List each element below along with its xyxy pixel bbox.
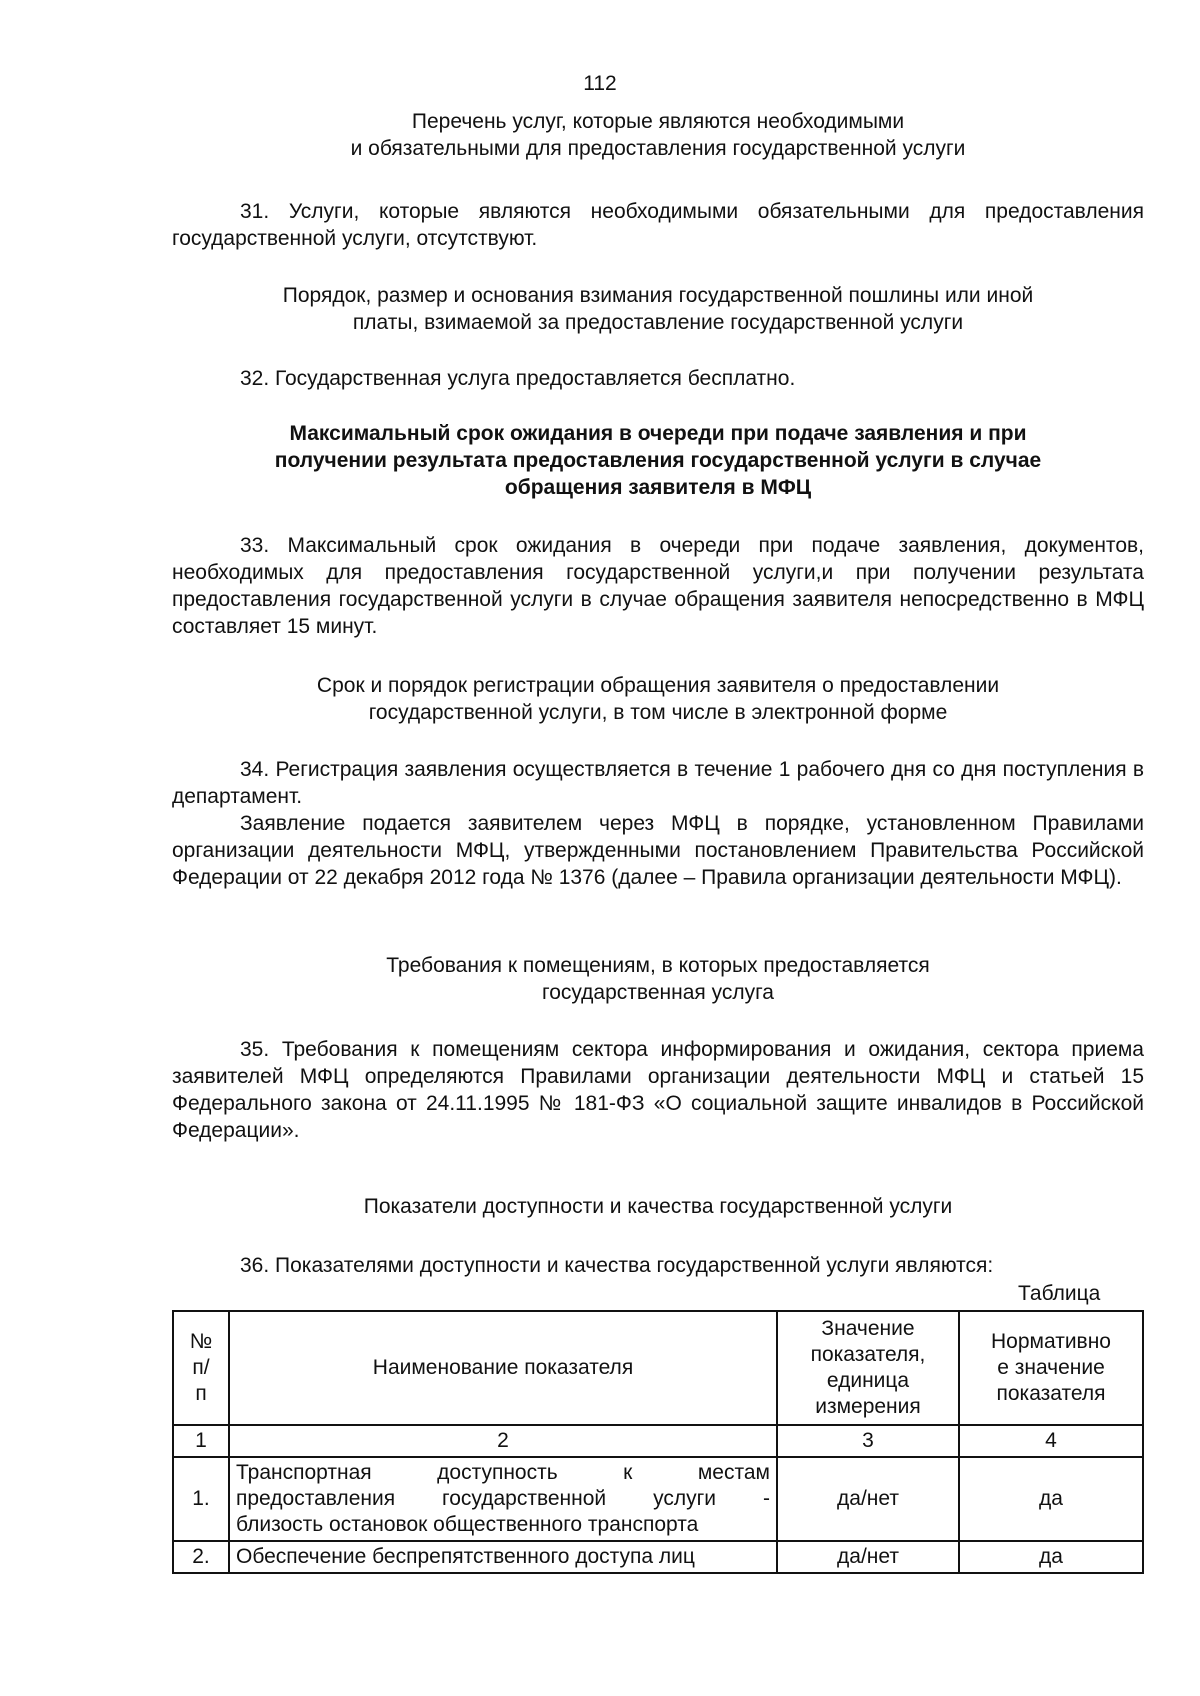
header-line: п [195, 1382, 207, 1405]
table-numbering-row [173, 1425, 1143, 1457]
heading-line: государственная услуга [542, 981, 774, 1004]
paragraph-32: 32. Государственная услуга предоставляется бесплатно. [240, 367, 796, 390]
header-cell-value [777, 1311, 959, 1425]
header-line: Значение [821, 1317, 915, 1340]
row-name-line: предоставления государственной услуги - [236, 1487, 770, 1510]
paragraph-34b: Заявление подается заявителем через МФЦ в порядке, установленном Правилами организации деятельности МФЦ, утвержденными постановлением Правительства Российской Федерации от 22 декабря 2012 года № 1376 (далее – Правила организации деятельности МФЦ). [172, 812, 1144, 889]
heading-line: Перечень услуг, которые являются необходимыми [411, 110, 905, 133]
table-row [173, 1541, 1143, 1573]
page-number: 112 [583, 72, 617, 95]
indicators-table [172, 1310, 1144, 1574]
row-value: да/нет [777, 1457, 959, 1541]
table-row [173, 1457, 1143, 1541]
heading-line: платы, взимаемой за предоставление государственной услуги [352, 311, 964, 334]
numbering-cell: 4 [959, 1425, 1143, 1457]
header-line: измерения [815, 1395, 921, 1418]
section-heading-queue [172, 420, 1144, 501]
header-cell-norm [959, 1311, 1143, 1425]
section-heading-registration [172, 672, 1144, 726]
heading-line: Требования к помещениям, в которых предоставляется [386, 954, 930, 977]
header-line: показателя, [810, 1343, 926, 1366]
row-norm: да [959, 1457, 1143, 1541]
heading-line: государственной услуги, в том числе в электронной форме [368, 701, 948, 724]
section-heading-fee [172, 282, 1144, 336]
numbering-cell: 3 [777, 1425, 959, 1457]
row-number: 2. [173, 1541, 229, 1573]
table-header-row [173, 1311, 1143, 1425]
header-line: показателя [996, 1382, 1106, 1405]
header-line: Нормативно [991, 1330, 1111, 1353]
row-name [229, 1457, 777, 1541]
row-value: да/нет [777, 1541, 959, 1573]
row-number: 1. [173, 1457, 229, 1541]
row-norm: да [959, 1541, 1143, 1573]
heading-line: получении результата предоставления государственной услуги в случае [274, 449, 1042, 472]
section-heading-necessary-services [172, 108, 1144, 162]
heading-line: Порядок, размер и основания взимания государственной пошлины или иной [282, 284, 1034, 307]
header-cell-name: Наименование показателя [229, 1311, 777, 1425]
paragraph-36: 36. Показателями доступности и качества государственной услуги являются: [240, 1254, 994, 1277]
header-line: е значение [997, 1356, 1105, 1379]
heading-line: обращения заявителя в МФЦ [504, 476, 812, 499]
header-line: п/ [192, 1356, 210, 1379]
header-line: № [189, 1330, 213, 1353]
heading-line: Срок и порядок регистрации обращения заявителя о предоставлении [316, 674, 1000, 697]
row-name-line: Транспортная доступность к местам [236, 1461, 770, 1484]
row-name [229, 1541, 777, 1573]
numbering-cell: 1 [173, 1425, 229, 1457]
paragraph-34a: 34. Регистрация заявления осуществляется в течение 1 рабочего дня со дня поступления в департамент. [172, 758, 1144, 808]
section-heading-indicators: Показатели доступности и качества государственной услуги [363, 1195, 953, 1218]
header-cell-num [173, 1311, 229, 1425]
heading-line: и обязательными для предоставления государственной услуги [350, 137, 966, 160]
paragraph-35: 35. Требования к помещениям сектора информирования и ожидания, сектора приема заявителей МФЦ определяются Правилами организации деятельности МФЦ и статьей 15 Федерального закона от 24.11.1995 № 181-ФЗ «О социальной защите инвалидов в Российской Федерации». [172, 1038, 1144, 1142]
paragraph-31: 31. Услуги, которые являются необходимыми обязательными для предоставления государственной услуги, отсутствуют. [172, 200, 1144, 250]
section-heading-premises [172, 952, 1144, 1006]
table-caption: Таблица [1018, 1282, 1101, 1305]
header-line: единица [826, 1369, 910, 1392]
row-name-line: близость остановок общественного транспорта [236, 1513, 699, 1536]
paragraph-33: 33. Максимальный срок ожидания в очереди при подаче заявления, документов, необходимых для предоставления государственной услуги,и при получении результата предоставления государственной услуги в случае обращения заявителя непосредственно в МФЦ составляет 15 минут. [172, 534, 1144, 638]
row-name-line: Обеспечение беспрепятственного доступа лиц [236, 1545, 695, 1568]
heading-line: Максимальный срок ожидания в очереди при подаче заявления и при [289, 422, 1027, 445]
numbering-cell: 2 [229, 1425, 777, 1457]
